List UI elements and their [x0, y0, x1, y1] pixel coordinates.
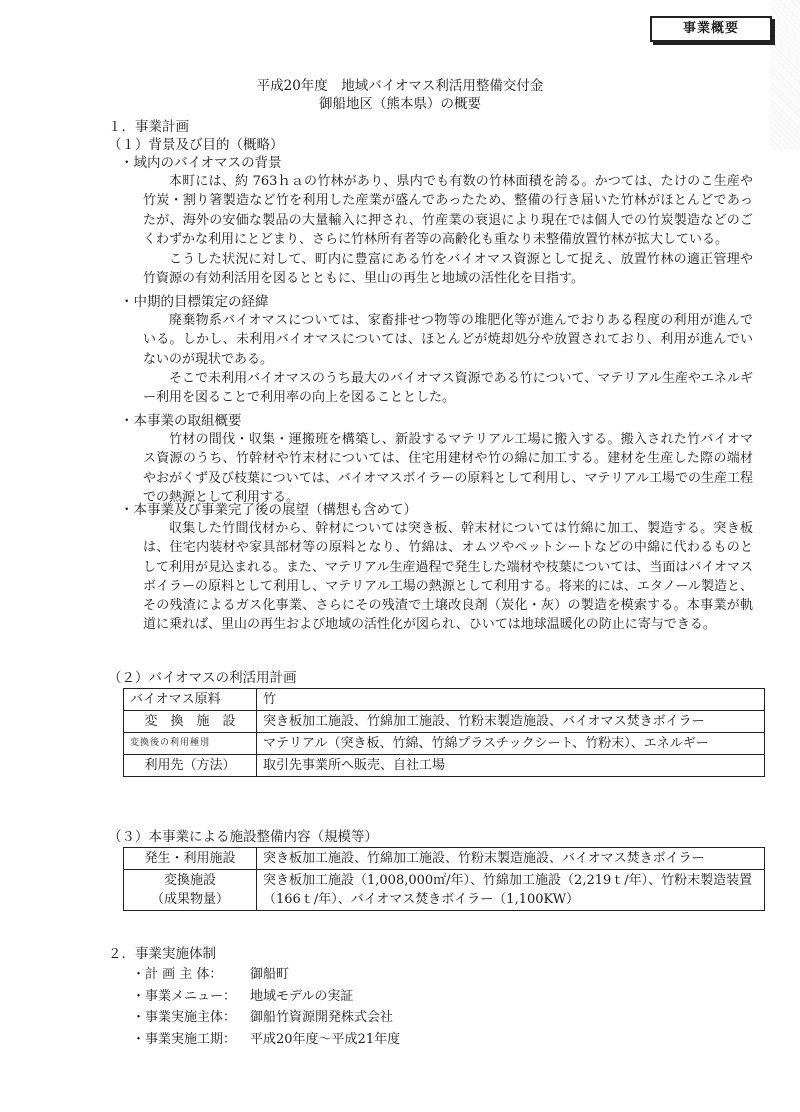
- table-cell-value: 突き板加工施設、竹綿加工施設、竹粉末製造施設、バイオマス焚きボイラー: [257, 711, 765, 733]
- paragraph-outlook: 収集した竹間伐材から、幹材については突き板、幹末材については竹綿に加工、製造する。突き板は、住宅内装材や家具部材等の原料となり、竹綿は、オムツやペットシートなどの中綿に代わるものとして利用が見込まれる。また、マテリアル生産過程で発生した端材や枝葉については、当面はバイオマスボイラーの原料として利用し、マテリアル工場の熱源として利用する。将来的には、エタノール製造と、その残渣によるガス化事業、さらにその残渣で土壌改良剤（炭化・灰）の製造を模索する。本事業が軌道に乗れば、里山の再生および地域の活性化が図られ、ひいては地球温暖化の防止に寄与できる。: [143, 521, 753, 633]
- list-item-value: 御船竹資源開発株式会社: [250, 1010, 394, 1025]
- table-cell-value: マテリアル（突き板、竹綿、竹綿プラスチックシート、竹粉末）、エネルギー: [257, 733, 765, 755]
- document-subtitle: 御船地区（熊本県）の概要: [319, 96, 481, 112]
- bullet-title-background: ・域内のバイオマスの背景: [120, 155, 282, 171]
- list-item-value: 地域モデルの実証: [250, 988, 354, 1004]
- sub3-heading: （３）本事業による施設整備内容（規模等）: [108, 829, 378, 845]
- table-cell-value: 竹: [257, 689, 765, 711]
- table-row: [124, 689, 765, 711]
- table-cell-value: 突き板加工施設（1,008,000㎡/年）、竹綿加工施設（2,219ｔ/年）、竹粉末製造装置（166ｔ/年）、バイオマス焚きボイラー（1,100KW）: [257, 870, 765, 911]
- table-cell-value: 取引先事業所へ販売、自社工場: [257, 755, 765, 777]
- facility-table: [123, 847, 765, 911]
- table-cell-label: [124, 848, 257, 870]
- document-title: 平成20年度 地域バイオマス利活用整備交付金: [256, 78, 544, 94]
- sub2-heading: （２）バイオマスの利活用計画: [108, 670, 297, 686]
- list-item-key: ・計 画 主 体：: [132, 967, 223, 982]
- paragraph-midterm-2: そこで未利用バイオマスのうち最大のバイオマス資源である竹について、マテリアル生産やエネルギー利用を図ることで利用率の向上を図ることとした。: [143, 371, 753, 406]
- section2-heading: ２．事業実施体制: [108, 946, 216, 962]
- facility-label: 発生・利用施設: [144, 851, 236, 866]
- list-item-key: ・事業実施主体：: [132, 1010, 237, 1025]
- sub1-heading: （１）背景及び目的（概略）: [108, 137, 284, 153]
- table-cell-label: [124, 870, 257, 911]
- list-item: [132, 1029, 400, 1051]
- bullet-title-project-overview: ・本事業の取組概要: [120, 413, 242, 429]
- table-row: [124, 755, 765, 777]
- biomass-plan-table: [123, 688, 765, 777]
- paragraph-midterm-1: 廃棄物系バイオマスについては、家畜排せつ物等の堆肥化等が進んでおりある程度の利用が進んでいる。しかし、未利用バイオマスについては、ほとんどが焼却処分や放置されており、利用が進んでいないのが現状である。: [143, 313, 753, 367]
- table-cell-label: 変 換 施 設: [124, 711, 257, 733]
- facility-label-sub: （成果物量）: [150, 892, 229, 907]
- implementation-list: [132, 964, 400, 1050]
- list-item-value: 御船町: [250, 967, 290, 982]
- bullet-title-outlook: ・本事業及び事業完了後の展望（構想も含めて）: [120, 502, 417, 518]
- list-item: [132, 986, 400, 1008]
- list-item-key: ・事業メニュー：: [132, 988, 237, 1004]
- document-stamp: 事業概要: [650, 16, 772, 42]
- table-row: [124, 848, 765, 870]
- table-row: [124, 711, 765, 733]
- section1-heading: １．事業計画: [108, 119, 189, 135]
- table-cell-value: 突き板加工施設、竹綿加工施設、竹粉末製造施設、バイオマス焚きボイラー: [257, 848, 765, 870]
- list-item-key: ・事業実施工期：: [132, 1031, 237, 1047]
- list-item-value: 平成20年度～平成21年度: [250, 1031, 401, 1047]
- list-item: [132, 1007, 400, 1029]
- list-item: [132, 964, 400, 986]
- facility-label: 変換施設: [163, 873, 216, 888]
- bullet-title-midterm-goal: ・中期的目標策定の経緯: [120, 294, 269, 310]
- paragraph-project-overview: 竹材の間伐・収集・運搬班を構築し、新設するマテリアル工場に搬入する。搬入された竹バイオマス資源のうち、竹幹材や竹末材については、住宅用建材や竹の綿に加工する。建材を生産した際の端材やおがくず及び枝葉については、バイオマスボイラーの原料として利用し、マテリアル工場での生産工程での熱源として利用する。: [143, 432, 753, 505]
- scan-noise-edge: [770, 0, 800, 150]
- table-cell-label: 利用先（方法）: [124, 755, 257, 777]
- table-row: [124, 870, 765, 911]
- paragraph-background-1: 本町には、約 763ｈａの竹林があり、県内でも有数の竹林面積を誇る。かつては、たけのこ生産や竹炭・割り箸製造など竹を利用した産業が盛んであったため、整備の行き届いた竹林がほとんどであったが、海外の安価な製品の大量輸入に押され、竹産業の衰退により現在では個人での竹炭製造などのごくわずかな利用にとどまり、さらに竹林所有者等の高齢化も重なり未整備放置竹林が拡大している。: [143, 174, 753, 247]
- paragraph-background-2: こうした状況に対して、町内に豊富にある竹をバイオマス資源として捉え、放置竹林の適正管理や竹資源の有効利活用を図るとともに、里山の再生と地域の活性化を目指す。: [143, 252, 753, 287]
- table-cell-label: 変換後の利用種別: [124, 733, 257, 755]
- table-cell-label: バイオマス原料: [124, 689, 257, 711]
- table-row: [124, 733, 765, 755]
